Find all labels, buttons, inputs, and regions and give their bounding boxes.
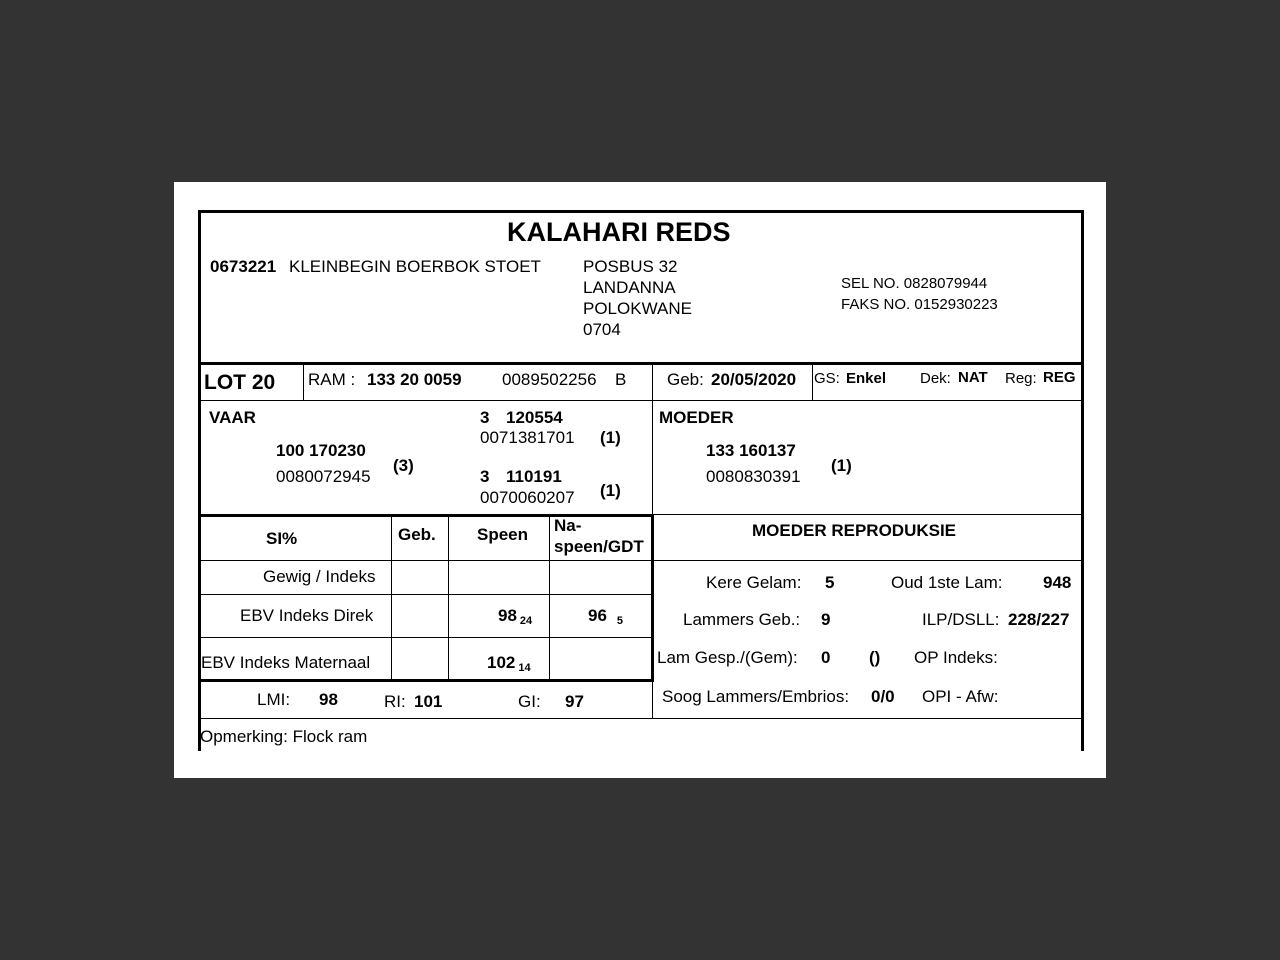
si-row-label: EBV Indeks Maternaal xyxy=(201,653,371,672)
repro-lam-label: Lam Gesp./(Gem): xyxy=(657,648,798,667)
address-postal-code: 0704 xyxy=(583,320,621,339)
repro-oud-label: Oud 1ste Lam: xyxy=(891,573,1003,592)
repro-lammers-label: Lammers Geb.: xyxy=(683,610,801,629)
si-row-label: EBV Indeks Direk xyxy=(240,606,374,625)
dam-count: (1) xyxy=(831,456,852,475)
si-row2-bottom xyxy=(198,637,654,638)
ram-number: 133 20 0059 xyxy=(367,370,462,389)
birth-date: 20/05/2020 xyxy=(711,370,797,389)
paternal-grandsire-number: 120554 xyxy=(506,408,563,427)
card-title: KALAHARI REDS xyxy=(507,217,731,247)
repro-top xyxy=(652,514,1084,515)
si-col-divider-3 xyxy=(549,514,550,680)
birth-date-label: Geb: xyxy=(667,370,704,389)
lmi-value: 98 xyxy=(319,690,338,709)
si-cell-speen: 98 $_{24}$ xyxy=(498,606,533,627)
si-row-label: Gewig / Indeks xyxy=(263,567,376,586)
paternal-granddam-prefix: 3 xyxy=(480,467,490,486)
gs-value: Enkel xyxy=(846,370,887,387)
divider-lmi-soog xyxy=(652,680,653,719)
si-header-speen-gdt: speen/GDT xyxy=(554,537,644,556)
ram-id-suffix: B xyxy=(615,370,627,389)
repro-title: MOEDER REPRODUKSIE xyxy=(752,521,957,540)
address-line-2: LANDANNA xyxy=(583,278,676,297)
gi-value: 97 xyxy=(565,692,584,711)
repro-soog-value: 0/0 xyxy=(871,687,895,706)
remark: Opmerking: Flock ram xyxy=(200,727,368,746)
sire-label: VAAR xyxy=(209,408,256,427)
paternal-granddam-number: 110191 xyxy=(506,467,562,486)
si-header-na: Na- xyxy=(554,516,582,535)
dek-value: NAT xyxy=(958,369,988,386)
repro-ilp-label: ILP/DSLL: xyxy=(922,610,1000,629)
repro-lam-gem-value: () xyxy=(869,648,881,667)
repro-header-bottom xyxy=(652,560,1084,561)
dam-id-number: 0080830391 xyxy=(706,467,801,486)
fax-number: FAKS NO. 0152930223 xyxy=(841,296,998,313)
ram-label: RAM : xyxy=(308,370,356,389)
si-cell-speen: 102 $_{14}$ xyxy=(487,653,531,674)
address-line-3: POLOKWANE xyxy=(583,299,692,318)
divider-lot-top xyxy=(198,362,1084,365)
cell-number: SEL NO. 0828079944 xyxy=(841,275,988,292)
dam-number: 133 160137 xyxy=(706,441,796,460)
gs-label: GS: xyxy=(814,370,840,387)
dam-label: MOEDER xyxy=(659,408,734,427)
si-cell-na-speen: 96 $_5$ xyxy=(588,606,624,627)
divider-pedigree xyxy=(652,400,653,515)
repro-soog-label: Soog Lammers/Embrios: xyxy=(662,687,850,706)
paternal-granddam-count: (1) xyxy=(600,481,621,500)
sire-number: 100 170230 xyxy=(276,441,366,460)
paternal-granddam-id: 0070060207 xyxy=(480,488,575,507)
si-row1-bottom xyxy=(198,594,654,595)
sire-id-number: 0080072945 xyxy=(276,467,371,486)
lot-number: LOT 20 xyxy=(204,371,276,394)
repro-kere-label: Kere Gelam: xyxy=(706,573,802,592)
repro-oud-value: 948 xyxy=(1043,573,1072,592)
divider-lot-1 xyxy=(303,362,304,401)
si-right-border xyxy=(651,514,654,682)
si-header-geb: Geb. xyxy=(398,525,436,544)
repro-ilp-value: 228/227 xyxy=(1008,610,1070,629)
reg-value: REG xyxy=(1043,369,1076,386)
repro-opi-label: OPI - Afw: xyxy=(922,687,999,706)
repro-op-label: OP Indeks: xyxy=(914,648,998,667)
repro-kere-value: 5 xyxy=(825,573,835,592)
si-header-si: SI% xyxy=(266,529,298,548)
ri-value: 101 xyxy=(414,692,443,711)
dek-label: Dek: xyxy=(920,370,951,387)
breeder-number: 0673221 xyxy=(210,257,277,276)
address-line-1: POSBUS 32 xyxy=(583,257,678,276)
divider-lot-3 xyxy=(812,362,813,401)
divider-lot-2 xyxy=(652,362,653,401)
ri-label: RI: xyxy=(384,692,406,711)
gi-label: GI: xyxy=(518,692,541,711)
divider-remark xyxy=(198,718,1084,719)
lmi-label: LMI: xyxy=(257,690,291,709)
repro-lam-value: 0 xyxy=(821,648,831,667)
paternal-grandsire-id: 0071381701 xyxy=(480,428,575,447)
si-col-divider-1 xyxy=(391,514,392,680)
si-header-speen: Speen xyxy=(477,525,529,544)
si-table-bottom xyxy=(198,679,654,682)
sire-count: (3) xyxy=(393,456,414,475)
repro-lammers-value: 9 xyxy=(821,610,831,629)
breeder-name: KLEINBEGIN BOERBOK STOET xyxy=(289,257,541,276)
divider-lot-bottom xyxy=(198,400,1084,401)
ram-id-number: 0089502256 xyxy=(502,370,597,389)
si-col-divider-2 xyxy=(448,514,449,680)
si-table-top xyxy=(198,514,654,517)
reg-label: Reg: xyxy=(1005,370,1037,387)
paternal-grandsire-prefix: 3 xyxy=(480,408,490,427)
si-header-bottom xyxy=(198,560,654,561)
paternal-grandsire-count: (1) xyxy=(600,428,621,447)
